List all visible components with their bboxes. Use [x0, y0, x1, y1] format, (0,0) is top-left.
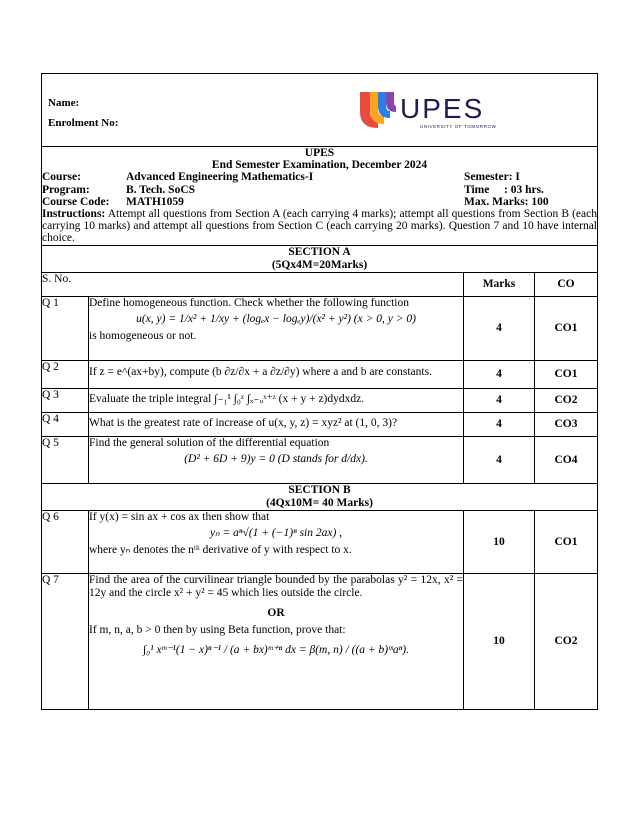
- question-marks: 4: [464, 412, 535, 436]
- course-value: Advanced Engineering Mathematics-I: [126, 171, 314, 184]
- q6-formula: yₙ = aⁿ√(1 + (−1)ⁿ sin 2ax) ,: [209, 527, 343, 540]
- header-cell: [42, 74, 598, 147]
- question-co: CO3: [535, 412, 598, 436]
- question-text: [89, 296, 464, 360]
- question-co: CO1: [535, 510, 598, 573]
- question-text: [89, 436, 464, 483]
- question-marks: 4: [464, 296, 535, 360]
- exam-title: End Semester Examination, December 2024: [211, 159, 428, 172]
- enrolment-label: Enrolment No:: [48, 117, 119, 129]
- q5-formula: (D² + 6D + 9)y = 0 (D stands for d/dx).: [184, 453, 368, 466]
- program-row: [42, 184, 597, 196]
- question-row: [42, 436, 598, 483]
- university-name: UPES: [304, 147, 335, 159]
- section-a-header: [42, 245, 598, 272]
- exam-table: [41, 73, 598, 710]
- question-marks: 10: [464, 573, 535, 709]
- column-header-row: [42, 272, 598, 296]
- section-b-subtitle: (4Qx10M= 40 Marks): [266, 496, 373, 509]
- q6-line2: where yₙ denotes the nᵗʰ derivative of y with respect to x.: [89, 543, 352, 556]
- course-label: Course:: [42, 171, 81, 184]
- question-row: [42, 573, 598, 709]
- question-text: [89, 573, 464, 709]
- question-text: If z = e^(ax+by), compute (b ∂z/∂x + a ∂z/∂y) where a and b are constants.: [89, 360, 464, 388]
- question-co: CO1: [535, 296, 598, 360]
- instructions: [42, 208, 597, 245]
- code-value: MATH1059: [126, 195, 184, 208]
- question-marks: 4: [464, 360, 535, 388]
- q7-or: OR: [267, 606, 285, 619]
- question-number: Q 4: [42, 412, 89, 436]
- name-label: Name:: [48, 97, 80, 109]
- question-row: [42, 510, 598, 573]
- exam-paper: [41, 73, 597, 710]
- max-marks-value: 100: [531, 195, 549, 208]
- exam-info-cell: [42, 147, 598, 246]
- question-marks: 4: [464, 436, 535, 483]
- question-co: CO2: [535, 388, 598, 412]
- instructions-text: Attempt all questions from Section A (each carrying 4 marks); attempt all questions from Section B (each carrying 10 marks) and attempt all questions from Section C (each carrying 20 marks). Question 7 and 10 have internal choice.: [42, 208, 597, 245]
- section-a-subtitle: (5Qx4M=20Marks): [271, 258, 368, 271]
- code-label: Course Code:: [42, 195, 110, 208]
- question-row: [42, 388, 598, 412]
- question-text: Evaluate the triple integral ∫₋₁¹ ∫₀ᶻ ∫ₓ₋ᵤˣ⁺ᶻ (x + y + z)dydxdz.: [89, 388, 464, 412]
- q1-line2: is homogeneous or not.: [89, 329, 197, 342]
- q1-formula: u(x, y) = 1/x² + 1/xy + (logₑx − logₑy)/(x² + y²) (x > 0, y > 0): [136, 313, 416, 326]
- program-value: B. Tech. SoCS: [126, 183, 196, 196]
- question-number: Q 2: [42, 360, 89, 388]
- semester-value: I: [515, 171, 520, 184]
- q1-line1: Define homogeneous function. Check whether the following function: [89, 296, 410, 309]
- section-b-header: [42, 483, 598, 510]
- section-b-title: SECTION B: [288, 483, 351, 496]
- q6-line1: If y(x) = sin ax + cos ax then show that: [89, 510, 270, 523]
- question-co: CO2: [535, 573, 598, 709]
- logo-wordmark: UPES: [400, 93, 485, 124]
- sno-header: S. No.: [42, 272, 464, 296]
- upes-logo: [356, 84, 497, 134]
- q7-part2: If m, n, a, b > 0 then by using Beta function, prove that:: [89, 624, 346, 637]
- question-number: Q 6: [42, 510, 89, 573]
- question-co: CO1: [535, 360, 598, 388]
- question-co: CO4: [535, 436, 598, 483]
- semester-label: Semester:: [464, 171, 513, 184]
- question-marks: 4: [464, 388, 535, 412]
- question-number: Q 5: [42, 436, 89, 483]
- q5-line1: Find the general solution of the differential equation: [89, 436, 330, 449]
- marks-header: Marks: [464, 272, 535, 296]
- q7-part1: Find the area of the curvilinear triangle bounded by the parabolas y² = 12x, x² = 12y and the circle x² + y² = 45 which lies outside the circle.: [89, 573, 463, 600]
- question-marks: 10: [464, 510, 535, 573]
- question-text: What is the greatest rate of increase of u(x, y, z) = xyz² at (1, 0, 3)?: [89, 412, 464, 436]
- time-label: Time: [464, 183, 490, 196]
- q7-formula: ∫₀¹ xᵐ⁻¹(1 − x)ⁿ⁻¹ / (a + bx)ᵐ⁺ⁿ dx = β(m, n) / ((a + b)ᵐaⁿ).: [142, 643, 409, 656]
- question-row: [42, 360, 598, 388]
- course-row: [42, 171, 597, 183]
- question-number: Q 1: [42, 296, 89, 360]
- question-text: [89, 510, 464, 573]
- code-row: [42, 196, 597, 208]
- max-marks-label: Max. Marks:: [464, 195, 529, 208]
- question-number: Q 3: [42, 388, 89, 412]
- section-a-title: SECTION A: [288, 245, 351, 258]
- co-header: CO: [535, 272, 598, 296]
- program-label: Program:: [42, 183, 90, 196]
- question-row: [42, 412, 598, 436]
- instructions-label: Instructions:: [42, 208, 106, 221]
- question-number: Q 7: [42, 573, 89, 709]
- time-value: : 03 hrs.: [504, 183, 544, 196]
- question-row: [42, 296, 598, 360]
- logo-tagline: UNIVERSITY OF TOMORROW: [420, 124, 497, 129]
- candidate-fields: [48, 93, 118, 133]
